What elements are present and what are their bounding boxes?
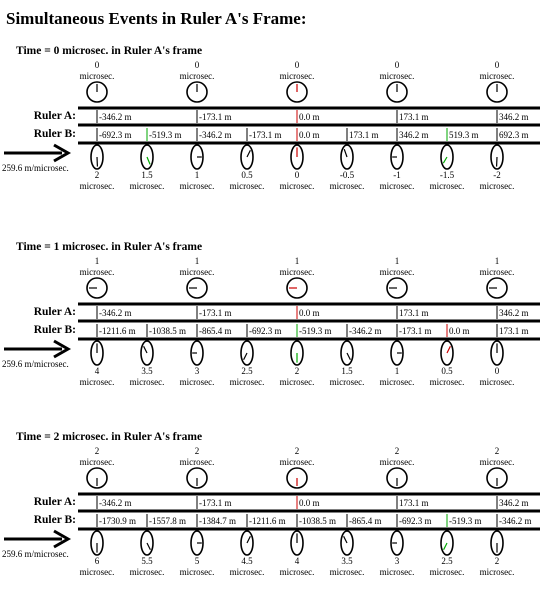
ruler-b-clock-time: 1: [195, 170, 200, 180]
ruler-a-tick-label: 0.0 m: [299, 308, 320, 318]
ruler-a-clock-unit: microsec.: [80, 71, 115, 81]
ruler-b-clock-time: -2: [493, 170, 501, 180]
ruler-b-clock-unit: microsec.: [330, 181, 365, 191]
ruler-b-clock-unit: microsec.: [180, 181, 215, 191]
ruler-b-tick-label: -346.2 m: [199, 130, 232, 140]
ruler-a-clock-unit: microsec.: [280, 267, 315, 277]
ruler-b-clock-time: 4: [295, 556, 300, 566]
ruler-a-tick-label: -173.1 m: [199, 498, 232, 508]
ruler-b-tick-label: -1211.6 m: [249, 516, 286, 526]
velocity-label: 259.6 m/microsec.: [2, 549, 69, 559]
ruler-b-clock-unit: microsec.: [80, 377, 115, 387]
ruler-a-clock-time: 0: [295, 60, 300, 70]
ruler-b-tick-label: -346.2 m: [499, 516, 532, 526]
ruler-b-clock-time: 6: [95, 556, 100, 566]
ruler-b-tick-label: -1730.9 m: [99, 516, 136, 526]
ruler-a-clock-time: 1: [395, 256, 400, 266]
ruler-b-clock-unit: microsec.: [230, 181, 265, 191]
ruler-b-clock-unit: microsec.: [480, 567, 515, 577]
ruler-a-tick-label: 173.1 m: [399, 498, 429, 508]
ruler-a-clock-unit: microsec.: [480, 457, 515, 467]
ruler-a-tick-label: -173.1 m: [199, 308, 232, 318]
ruler-b-tick-label: -692.3 m: [249, 326, 282, 336]
section-heading: Time = 1 microsec. in Ruler A's frame: [16, 241, 202, 253]
ruler-b-clock-time: 3: [195, 366, 200, 376]
ruler-b-clock-unit: microsec.: [80, 181, 115, 191]
ruler-a-clock-unit: microsec.: [380, 457, 415, 467]
ruler-b-tick-label: 173.1 m: [499, 326, 529, 336]
ruler-b-clock-time: 2.5: [241, 366, 253, 376]
ruler-a-clock-time: 1: [195, 256, 200, 266]
ruler-a-clock-time: 1: [295, 256, 300, 266]
ruler-a-clock-unit: microsec.: [480, 71, 515, 81]
ruler-b-clock-time: 4.5: [241, 556, 253, 566]
ruler-a-clock-unit: microsec.: [180, 71, 215, 81]
ruler-b-tick-label: -1557.8 m: [149, 516, 186, 526]
ruler-b-clock-time: 0: [495, 366, 500, 376]
ruler-b-clock-time: 5.5: [141, 556, 153, 566]
ruler-b-clock-time: -1: [393, 170, 401, 180]
ruler-b-tick-label: -1038.5 m: [299, 516, 336, 526]
ruler-b-clock-unit: microsec.: [80, 567, 115, 577]
ruler-a-clock-unit: microsec.: [380, 267, 415, 277]
ruler-a-clock-unit: microsec.: [180, 267, 215, 277]
ruler-b-clock-unit: microsec.: [230, 377, 265, 387]
ruler-b-clock-time: 3.5: [141, 366, 153, 376]
ruler-a-label: Ruler A:: [34, 496, 76, 508]
ruler-a-tick-label: 346.2 m: [499, 308, 529, 318]
ruler-b-clock-time: -1.5: [440, 170, 455, 180]
ruler-b-clock-unit: microsec.: [380, 181, 415, 191]
ruler-b-clock-unit: microsec.: [430, 567, 465, 577]
ruler-a-label: Ruler A:: [34, 110, 76, 122]
ruler-b-clock-time: 0.5: [241, 170, 253, 180]
ruler-a-clock-unit: microsec.: [280, 457, 315, 467]
ruler-b-clock-time: -0.5: [340, 170, 355, 180]
ruler-a-clock-unit: microsec.: [80, 267, 115, 277]
ruler-b-clock-unit: microsec.: [130, 567, 165, 577]
ruler-a-tick-label: 0.0 m: [299, 498, 320, 508]
ruler-b-label: Ruler B:: [34, 128, 76, 140]
ruler-b-clock-time: 5: [195, 556, 200, 566]
ruler-b-clock-unit: microsec.: [180, 567, 215, 577]
ruler-b-tick-label: 0.0 m: [299, 130, 320, 140]
ruler-b-clock-unit: microsec.: [330, 567, 365, 577]
ruler-b-clock-time: 1: [395, 366, 400, 376]
ruler-b-clock-time: 3.5: [341, 556, 353, 566]
ruler-a-tick-label: -346.2 m: [99, 308, 132, 318]
ruler-b-label: Ruler B:: [34, 324, 76, 336]
ruler-b-clock-time: 2: [95, 170, 100, 180]
ruler-b-label: Ruler B:: [34, 514, 76, 526]
ruler-b-clock-unit: microsec.: [280, 377, 315, 387]
ruler-b-tick-label: -692.3 m: [99, 130, 132, 140]
ruler-a-clock-time: 2: [95, 446, 100, 456]
ruler-a-tick-label: 0.0 m: [299, 112, 320, 122]
ruler-b-tick-label: 173.1 m: [349, 130, 379, 140]
ruler-b-clock-unit: microsec.: [130, 181, 165, 191]
ruler-b-clock-unit: microsec.: [280, 181, 315, 191]
ruler-b-clock-time: 0.5: [441, 366, 453, 376]
ruler-b-clock-unit: microsec.: [430, 181, 465, 191]
ruler-b-clock-unit: microsec.: [180, 377, 215, 387]
ruler-a-clock-unit: microsec.: [80, 457, 115, 467]
ruler-b-tick-label: -519.3 m: [299, 326, 332, 336]
ruler-b-tick-label: -1038.5 m: [149, 326, 186, 336]
ruler-a-clock-time: 2: [195, 446, 200, 456]
ruler-a-clock-unit: microsec.: [380, 71, 415, 81]
ruler-b-tick-label: 519.3 m: [449, 130, 479, 140]
ruler-b-clock-unit: microsec.: [230, 567, 265, 577]
ruler-b-tick-label: 0.0 m: [449, 326, 470, 336]
ruler-a-clock-time: 1: [495, 256, 500, 266]
ruler-b-clock-time: 1.5: [341, 366, 353, 376]
ruler-b-tick-label: -865.4 m: [199, 326, 232, 336]
ruler-a-clock-time: 2: [495, 446, 500, 456]
ruler-b-tick-label: -346.2 m: [349, 326, 382, 336]
ruler-a-clock-time: 0: [95, 60, 100, 70]
ruler-b-tick-label: -519.3 m: [149, 130, 182, 140]
ruler-b-clock-unit: microsec.: [480, 181, 515, 191]
ruler-b-tick-label: -173.1 m: [399, 326, 432, 336]
ruler-b-clock-time: 2: [495, 556, 500, 566]
ruler-b-tick-label: -1211.6 m: [99, 326, 136, 336]
section-heading: Time = 2 microsec. in Ruler A's frame: [16, 431, 202, 443]
ruler-a-tick-label: -346.2 m: [99, 498, 132, 508]
ruler-b-tick-label: 692.3 m: [499, 130, 529, 140]
ruler-b-tick-label: 346.2 m: [399, 130, 429, 140]
ruler-a-label: Ruler A:: [34, 306, 76, 318]
ruler-b-clock-time: 2.5: [441, 556, 453, 566]
ruler-a-tick-label: -173.1 m: [199, 112, 232, 122]
ruler-b-clock-time: 2: [295, 366, 300, 376]
ruler-b-tick-label: -519.3 m: [449, 516, 482, 526]
ruler-b-clock-time: 1.5: [141, 170, 153, 180]
ruler-a-tick-label: 346.2 m: [499, 112, 529, 122]
ruler-a-clock-time: 0: [495, 60, 500, 70]
ruler-a-tick-label: 173.1 m: [399, 112, 429, 122]
ruler-a-clock-unit: microsec.: [480, 267, 515, 277]
ruler-b-clock-time: 3: [395, 556, 400, 566]
ruler-b-tick-label: -692.3 m: [399, 516, 432, 526]
page-title: Simultaneous Events in Ruler A's Frame:: [6, 9, 307, 28]
ruler-b-clock-unit: microsec.: [430, 377, 465, 387]
ruler-a-clock-unit: microsec.: [280, 71, 315, 81]
section-heading: Time = 0 microsec. in Ruler A's frame: [16, 45, 202, 57]
ruler-a-tick-label: 346.2 m: [499, 498, 529, 508]
ruler-b-clock-unit: microsec.: [280, 567, 315, 577]
ruler-b-clock-unit: microsec.: [330, 377, 365, 387]
ruler-a-clock-time: 0: [395, 60, 400, 70]
ruler-a-clock-unit: microsec.: [180, 457, 215, 467]
ruler-b-tick-label: -1384.7 m: [199, 516, 236, 526]
ruler-b-tick-label: -865.4 m: [349, 516, 382, 526]
ruler-a-clock-time: 0: [195, 60, 200, 70]
ruler-b-clock-unit: microsec.: [380, 377, 415, 387]
ruler-b-clock-time: 4: [95, 366, 100, 376]
ruler-b-clock-unit: microsec.: [480, 377, 515, 387]
velocity-label: 259.6 m/microsec.: [2, 359, 69, 369]
ruler-a-clock-time: 1: [95, 256, 100, 266]
ruler-b-clock-unit: microsec.: [380, 567, 415, 577]
ruler-b-tick-label: -173.1 m: [249, 130, 282, 140]
velocity-label: 259.6 m/microsec.: [2, 163, 69, 173]
ruler-a-clock-time: 2: [295, 446, 300, 456]
ruler-b-clock-time: 0: [295, 170, 300, 180]
ruler-b-clock-unit: microsec.: [130, 377, 165, 387]
ruler-a-tick-label: 173.1 m: [399, 308, 429, 318]
ruler-a-tick-label: -346.2 m: [99, 112, 132, 122]
ruler-a-clock-time: 2: [395, 446, 400, 456]
